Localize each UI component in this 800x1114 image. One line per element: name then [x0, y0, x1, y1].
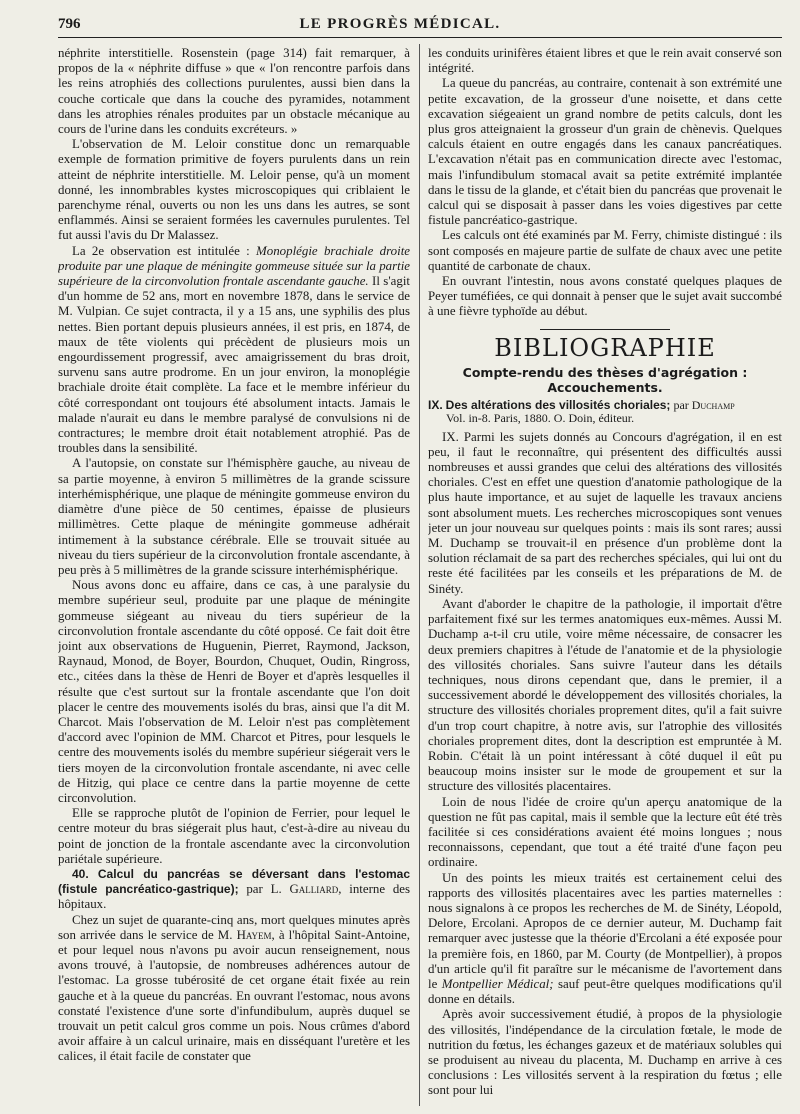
- right-column: [428, 46, 782, 1106]
- paragraph: IX. Parmi les sujets donnés au Concours d'agrégation, il en est peu, il faut le reconnaître, qui présentent des difficultés aussi nombreuses et aussi grandes que celui des altérations des villosités choriales. C'est en effet une question d'anatomie pathologique de la plus haute importance, et au sujet de laquelle les travaux anciens sont absolument muets. Les recherches microscopiques sont venues jeter un jour nouveau sur quelques points : mais ils sont rares; aussi M. Duchamp se trouvait-il en présence d'un problème dont la solution réclamait de sa part des recherches spéciales, qui lui ont du reste été facilitées par les conseils et les préparations de M. de Sinéty.: [428, 429, 782, 596]
- running-head: LE PROGRÈS MÉDICAL.: [299, 16, 501, 32]
- paragraph: L'observation de M. Leloir constitue donc un remarquable exemple de formation primitive de foyers purulents dans un rein atteint de néphrite interstitielle. M. Leloir pense, qu'à un moment donné, les innombrables kystes microscopiques qui criblaient le parenchyme rénal, ouverts ou non les uns dans les autres, se sont enflammés. Ainsi se seraient formées les cavernules purulentes. Tel fut aussi l'avis du Dr Malassez.: [58, 137, 410, 243]
- paragraph: Elle se rapproche plutôt de l'opinion de Ferrier, pour lequel le centre moteur du bras siégerait plus haut, c'est-à-dire au niveau du point de jonction de la frontale ascendante avec la circonvolution pariétale supérieure.: [58, 806, 410, 866]
- paragraph: En ouvrant l'intestin, nous avons constaté quelques plaques de Peyer tuméfiées, ce qui donnait à penser que le sujet avait succombé à une fièvre typhoïde au début.: [428, 274, 782, 319]
- paragraph: A l'autopsie, on constate sur l'hémisphère gauche, au niveau de sa partie moyenne, à environ 5 millimètres de la grande scissure interhémisphérique, une plaque de méningite gommeuse environ du diamètre d'une pièce de 50 centimes, épaisse de plusieurs millimètres. Cette plaque de méningite gommeuse adhérait intimement à la substance cérébrale. Elle se trouvait située au niveau du tiers supérieur de la circonvolution frontale ascendante, à peu près à 5 millimètres de la grande scissure interhémisphérique.: [58, 456, 410, 577]
- paragraph: Loin de nous l'idée de croire qu'un aperçu anatomique de la question ne fût pas capital, mais il semble que la lecture eût été très facilitée si ces considérations avaient été moins longues ; nous reconnaissons, cependant, que tout a été traité d'une façon peu ordinaire.: [428, 794, 782, 870]
- article-heading: 40. Calcul du pancréas se déversant dans l'estomac (fistule pancréatico-gastrique); par L. Galliard, interne des hôpitaux.: [58, 866, 410, 912]
- header-rule: [58, 37, 782, 38]
- paragraph: Un des points les mieux traités est certainement celui des rapports des villosités placentaires avec les parties maternelles : nous signalons à ce propos les recherches de M. de Sinéty, Léopold, Delore, Ercolani. Apropos de ce dernier auteur, M. Duchamp fait remarquer avec justesse que la théorie d'Ercolani a été exposée pour la première fois, en 1860, par M. Courty (de Montpellier), à propos d'un article qu'il fit paraître sur le mécanisme de l'avortement dans le Montpellier Médical; sauf peut-être quelques modifications qu'il donne en détails.: [428, 870, 782, 1007]
- paragraph: La queue du pancréas, au contraire, contenait à son extrémité une petite excavation, de la grosseur d'une noisette, et dans cette excavation siégeaient un grand nombre de petits calculs, dont les plus gros atteignaient la grosseur d'un grain de chènevis. Quelques calculs étaient en outre engagés dans les canaux pancréatiques. L'excavation n'était pas en communication directe avec l'estomac, mais l'infundibulum stomacal avait sa petite extrémité implantée dans le tissu de la glande, et c'était bien du pancréas que provenait le calcul qui se disposait à passer dans les voies digestives par cette fistule pancréatico-gastrique.: [428, 76, 782, 228]
- section-subtitle: Compte-rendu des thèses d'agrégation :: [462, 364, 748, 380]
- paragraph: Avant d'aborder le chapitre de la pathologie, il importait d'être parfaitement fixé sur les termes anatomiques eux-mêmes. Aussi M. Duchamp a-t-il cru utile, voire même nécessaire, de consacrer les deux premiers chapitres à l'étude de l'anatomie et de la physiologie des villosités choriales. Sans suivre l'auteur dans les détails techniques, nous dirons cependant que, dans le premier, il a successivement abordé le développement des villosités choriales, la structure des villosités choriales proprement dites, qu'il a fait suivre d'un trop court chapitre, à notre avis, sur l'atrophie des villosités choriales proprement dites, dont la description est empruntée à M. Robin. C'était là un point intéressant à côté duquel il eût pu beaucoup moins insister sur le mode de groupement et sur la structure des villosités placentaires.: [428, 596, 782, 794]
- paragraph: les conduits urinifères étaient libres et que le rein avait conservé son intégrité.: [428, 46, 782, 76]
- column-divider: [419, 44, 420, 1106]
- page-number: 796: [58, 16, 81, 32]
- paragraph: Après avoir successivement étudié, à propos de la physiologie des villosités, l'indépendance de la circulation fœtale, le mode de nutrition du fœtus, les échanges gazeux et de matériaux solubles qui se produisent au niveau du placenta, M. Duchamp en arrive à ces conclusions : Les villosités servent à la respiration du fœtus ; elle sont pour lui: [428, 1007, 782, 1098]
- paragraph: néphrite interstitielle. Rosenstein (page 314) fait remarquer, à propos de la « néphrite diffuse » que « l'on rencontre parfois dans les reins atrophiés des collections purulentes, aussi bien dans la couche corticale que dans la couche des pyramides, notamment dans les atrophies rénales produites par un obstacle mécanique au cours de l'urine dans les conduits excréteurs. »: [58, 46, 410, 137]
- left-column: [58, 46, 410, 1106]
- section-title: BIBLIOGRAPHIE: [494, 333, 716, 362]
- paragraph: Chez un sujet de quarante-cinq ans, mort quelques minutes après son arrivée dans le service de M. Hayem, à l'hôpital Saint-Antoine, et pour lequel nous n'avons pu avoir aucun renseignement, nous avons trouvé, à l'autopsie, de nombreuses adhérences autour de l'estomac. La grosse tubérosité de cet organe était fixée au rein gauche et à la queue du pancréas. En ouvrant l'estomac, nous avons constaté l'existence d'une sorte d'infundibulum, auprès duquel se trouvait un petit calcul gros comme un pois. Nous crûmes d'abord avoir affaire à un calcul urinaire, mais en disséquant l'uretère et les calices, il était facile de constater que: [58, 912, 410, 1064]
- paragraph: La 2e observation est intitulée : Monoplégie brachiale droite produite par une plaque de méningite gommeuse située sur la partie supérieure de la circonvolution frontale ascendante gauche. Il s'agit d'un homme de 52 ans, mort en novembre 1878, dans le service de M. Vulpian. Ce sujet contracta, il y a 15 ans, une syphilis des plus nettes. Bien portant depuis plusieurs années, il est pris, en 1874, de maux de tête violents qui précèdent de plusieurs mois un engourdissement progressif, avec amaigrissement du bras droit, survenu sans autre prodrome. En un jour environ, la monoplégie brachiale droite était complète. La face et le membre inférieur du côté correspondant ont toujours été absolument intacts. Jamais le malade n'aurait eu dans le membre paralysé de convulsions ni de contractures; le membre droit était notablement atrophié. Pas de troubles dans la sensibilité.: [58, 243, 410, 456]
- paragraph: Les calculs ont été examinés par M. Ferry, chimiste distingué : ils sont composés en majeure partie de sulfate de chaux avec une petite quantité de carbonate de chaux.: [428, 228, 782, 273]
- section-rule: [540, 329, 670, 330]
- section-subtitle-2: Accouchements.: [547, 379, 663, 395]
- bibliography-entry: IX. Des altérations des villosités choriales; par Duchamp Vol. in-8. Paris, 1880. O. Doin, éditeur.: [428, 397, 735, 426]
- paragraph: Nous avons donc eu affaire, dans ce cas, à une paralysie du membre supérieur seul, produite par une plaque de méningite gommeuse siégeant au niveau du tiers supérieur de la circonvolution frontale ascendante du côté opposé. Ce fait doit être joint aux observations de Huguenin, Pierret, Raymond, Jackson, Raynaud, Monod, de Boyer, Bourdon, Chuquet, Oudin, Ringross, etc., citées dans la thèse de Henri de Boyer et d'après lesquelles il résulte que c'est surtout sur la frontale ascendante que l'on doit placer le centre des mouvements isolés du bras, ainsi que l'a dit M. Charcot. Mais l'observation de M. Leloir n'est pas complètement d'accord avec l'opinion de MM. Charcot et Pitres, pour lesquels le centre des mouvements isolés du membre supérieur siégerait vers le tiers moyen de la circonvolution frontale ascendante, ni avec celle de Hitzig, qui place ce centre dans la partie moyenne de cette circonvolution.: [58, 578, 410, 805]
